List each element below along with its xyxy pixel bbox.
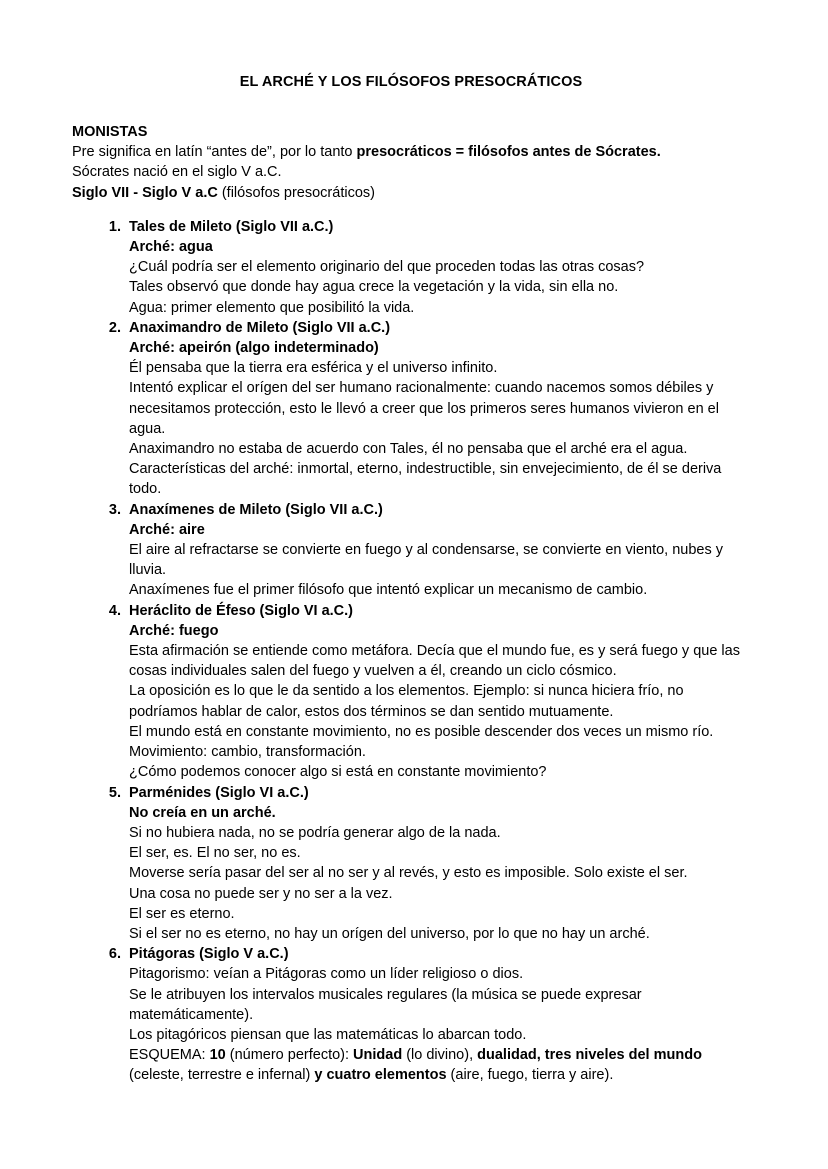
text-line xyxy=(129,459,750,499)
philosopher-body xyxy=(129,358,750,499)
text-run: Se le atribuyen los intervalos musicales regulares (la música se puede expresar matemáticamente). xyxy=(129,986,642,1023)
text-line xyxy=(129,762,750,782)
text-run: Esta afirmación se entiende como metáfora. Decía que el mundo fue, es y será fuego y que las cosas individuales salen del fuego y vuelven a él, creando un ciclo cósmico. xyxy=(129,643,740,680)
list-item xyxy=(72,601,750,783)
text-run: Pre significa en latín “antes de”, por lo tanto xyxy=(72,144,357,161)
text-run: Pitagorismo: veían a Pitágoras como un líder religioso o dios. xyxy=(129,966,524,983)
text-line xyxy=(129,540,750,580)
text-run: ¿Cómo podemos conocer algo si está en constante movimiento? xyxy=(129,764,547,781)
text-run: (aire, fuego, tierra y aire). xyxy=(446,1067,614,1084)
text-run: Si el ser no es eterno, no hay un orígen del universo, por lo que no hay un arché. xyxy=(129,925,650,942)
bold-run: 10 xyxy=(209,1047,226,1064)
text-line xyxy=(72,142,750,162)
text-run: (celeste, terrestre e infernal) xyxy=(129,1067,315,1084)
text-line xyxy=(129,742,750,762)
bold-run: Unidad xyxy=(353,1047,403,1064)
philosopher-name: Tales de Mileto (Siglo VII a.C.) xyxy=(129,218,334,235)
text-run: Agua: primer elemento que posibilitó la vida. xyxy=(129,299,415,316)
page-title: EL ARCHÉ Y LOS FILÓSOFOS PRESOCRÁTICOS xyxy=(239,74,583,90)
bold-run: y cuatro elementos xyxy=(314,1067,447,1084)
text-line xyxy=(129,884,750,904)
text-run: Tales observó que donde hay agua crece la vegetación y la vida, sin ella no. xyxy=(129,279,619,296)
list-item xyxy=(72,500,750,601)
text-run: Intentó explicar el orígen del ser humano racionalmente: cuando nacemos somos débiles y necesitamos protección, esto le llevó a creer que los primeros seres humanos vivieron en el agua. xyxy=(129,380,719,437)
text-run: Anaxímenes fue el primer filósofo que intentó explicar un mecanismo de cambio. xyxy=(129,582,648,599)
text-line xyxy=(129,378,750,439)
philosopher-name: Anaxímenes de Mileto (Siglo VII a.C.) xyxy=(129,501,383,518)
list-item xyxy=(72,944,750,1085)
intro-section xyxy=(72,122,750,203)
philosopher-arche: No creía en un arché. xyxy=(129,804,276,821)
text-line xyxy=(129,722,750,742)
text-line xyxy=(72,162,750,182)
text-line xyxy=(129,964,750,984)
text-line xyxy=(129,904,750,924)
text-run: El aire al refractarse se convierte en fuego y al condensarse, se convierte en viento, nubes y lluvia. xyxy=(129,542,724,579)
text-run: Una cosa no puede ser y no ser a la vez. xyxy=(129,885,393,902)
bold-run: dualidad, tres niveles del mundo xyxy=(477,1047,702,1064)
text-line xyxy=(129,641,750,681)
text-line xyxy=(129,863,750,883)
list-marker: 6. xyxy=(108,946,121,963)
philosopher-arche: Arché: aire xyxy=(129,521,205,538)
bold-run: presocráticos = filósofos antes de Sócrates. xyxy=(356,144,661,161)
philosopher-body xyxy=(129,964,750,1085)
list-item xyxy=(72,318,750,500)
text-line xyxy=(129,439,750,459)
text-run: Moverse sería pasar del ser al no ser y al revés, y esto es imposible. Solo existe el ser. xyxy=(129,865,688,882)
text-run: (número perfecto): xyxy=(225,1047,354,1064)
philosopher-name: Parménides (Siglo VI a.C.) xyxy=(129,784,309,801)
list-marker: 1. xyxy=(108,218,121,235)
text-run: La oposición es lo que le da sentido a los elementos. Ejemplo: si nunca hiciera frío, no podríamos hablar de calor, estos dos términos se dan sentido mutuamente. xyxy=(129,683,684,720)
text-line xyxy=(129,924,750,944)
text-line xyxy=(129,681,750,721)
text-line xyxy=(129,277,750,297)
text-run: Movimiento: cambio, transformación. xyxy=(129,744,366,761)
philosopher-name: Pitágoras (Siglo V a.C.) xyxy=(129,946,289,963)
text-run: ESQUEMA: xyxy=(129,1047,210,1064)
text-line xyxy=(72,183,750,203)
list-marker: 5. xyxy=(108,784,121,801)
bold-run: Siglo VII - Siglo V a.C xyxy=(72,184,218,201)
text-line xyxy=(129,843,750,863)
text-line xyxy=(129,823,750,843)
philosopher-name: Anaximandro de Mileto (Siglo VII a.C.) xyxy=(129,319,391,336)
text-line xyxy=(129,298,750,318)
section-heading: MONISTAS xyxy=(72,124,148,140)
text-line xyxy=(129,1045,750,1085)
list-marker: 2. xyxy=(108,319,121,336)
text-run: Sócrates nació en el siglo V a.C. xyxy=(72,164,282,181)
text-run: Los pitagóricos piensan que las matemáticas lo abarcan todo. xyxy=(129,1026,527,1043)
text-run: Si no hubiera nada, no se podría generar algo de la nada. xyxy=(129,824,501,841)
text-line xyxy=(129,580,750,600)
list-marker: 3. xyxy=(108,501,121,518)
text-run: El ser, es. El no ser, no es. xyxy=(129,845,301,862)
list-marker: 4. xyxy=(108,602,121,619)
text-run: Él pensaba que la tierra era esférica y el universo infinito. xyxy=(129,360,498,377)
list-item xyxy=(72,783,750,945)
philosopher-name: Heráclito de Éfeso (Siglo VI a.C.) xyxy=(129,602,353,619)
text-line xyxy=(129,1025,750,1045)
text-run: ¿Cuál podría ser el elemento originario del que proceden todas las otras cosas? xyxy=(129,259,645,276)
philosopher-arche: Arché: fuego xyxy=(129,622,219,639)
list-item xyxy=(72,217,750,318)
text-run: Características del arché: inmortal, eterno, indestructible, sin envejecimiento, de él se deriva todo. xyxy=(129,461,722,498)
philosopher-arche: Arché: apeirón (algo indeterminado) xyxy=(129,340,379,357)
philosopher-body xyxy=(129,641,750,782)
philosopher-arche: Arché: agua xyxy=(129,239,213,256)
text-line xyxy=(129,985,750,1025)
text-run: El mundo está en constante movimiento, no es posible descender dos veces un mismo río. xyxy=(129,723,714,740)
philosopher-body xyxy=(129,823,750,944)
text-run: (lo divino), xyxy=(402,1047,478,1064)
text-line xyxy=(129,358,750,378)
philosopher-list xyxy=(72,217,750,1086)
text-run: (filósofos presocráticos) xyxy=(217,184,375,201)
intro-lines xyxy=(72,142,750,203)
text-line xyxy=(129,257,750,277)
text-run: El ser es eterno. xyxy=(129,905,235,922)
philosopher-body xyxy=(129,540,750,601)
text-run: Anaximandro no estaba de acuerdo con Tales, él no pensaba que el arché era el agua. xyxy=(129,441,688,458)
philosopher-body xyxy=(129,257,750,318)
